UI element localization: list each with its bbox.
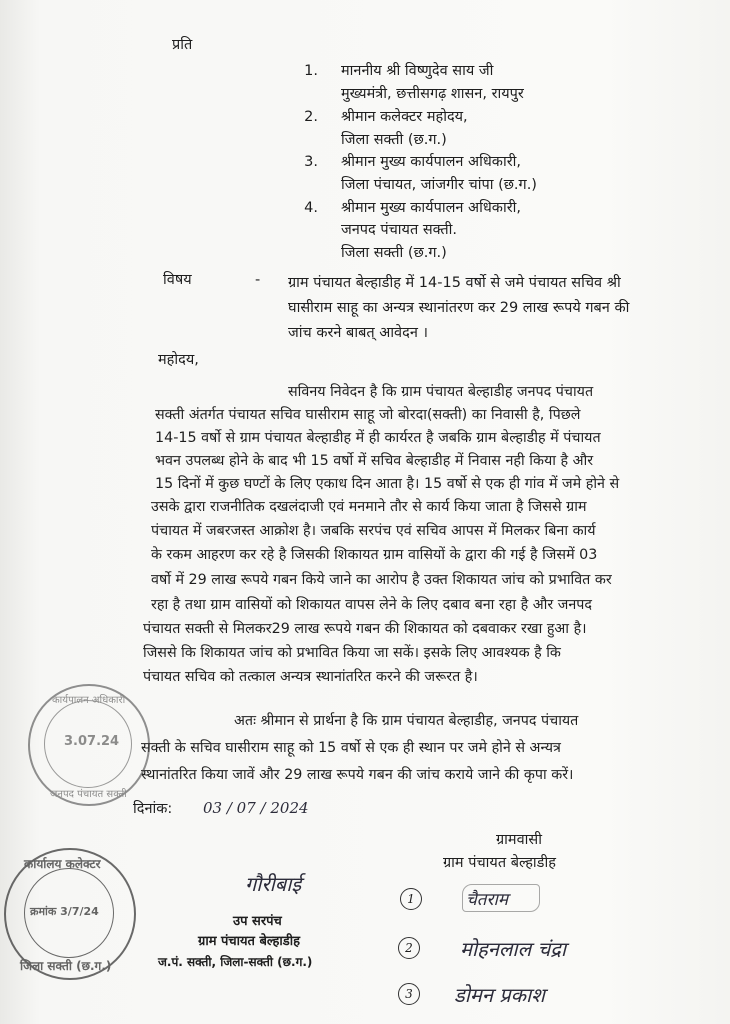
ceo-stamp-bottom: जनपद पंचायत सक्ती bbox=[50, 789, 127, 800]
salutation-to: प्रति bbox=[172, 37, 193, 53]
para1-line-5: 15 दिनों में कुछ घण्टों के लिए एकाध दिन आता है। 15 वर्षो से एक ही गांव में जमे होने से bbox=[155, 476, 620, 492]
para2-line-3: स्थानांतरित किया जावें और 29 लाख रूपये गबन की जांच कराये जाने की कृपा करें। bbox=[141, 767, 574, 783]
subject-dash: - bbox=[255, 272, 261, 288]
collector-office-stamp bbox=[4, 848, 136, 980]
para2-line-1: अतः श्रीमान से प्रार्थना है कि ग्राम पंचायत बेल्हाडीह, जनपद पंचायत bbox=[234, 713, 579, 729]
deputy-signature: गौरीबाई bbox=[245, 872, 302, 896]
para1-line-3: 14-15 वर्षो से ग्राम पंचायत बेल्हाडीह में ही कार्यरत है जबकि ग्राम बेल्हाडीह में पंचायत bbox=[155, 430, 601, 446]
ceo-stamp-top: कार्यपालन अधिकारी bbox=[52, 695, 126, 706]
deputy-title: उप सरपंच bbox=[233, 914, 282, 929]
signature-3-name: डोमन प्रकाश bbox=[454, 983, 545, 1007]
para1-line-11: पंचायत सक्ती से मिलकर29 लाख रूपये गबन की शिकायत को दबवाकर रखा हुआ है। bbox=[143, 621, 587, 637]
para2-line-2: सक्ती के सचिव घासीराम साहू को 15 वर्षो से एक ही स्थान पर जमे होने से अन्यत्र bbox=[141, 740, 561, 756]
collector-stamp-mid: क्रमांक 3/7/24 bbox=[30, 905, 99, 918]
para1-line-2: सक्ती अंतर्गत पंचायत सचिव घासीराम साहू जो बोरदा(सक्ती) का निवासी है, पिछले bbox=[155, 407, 581, 423]
recipient-3-num: 3. bbox=[304, 154, 318, 170]
recipient-4-line2: जनपद पंचायत सक्ती. bbox=[341, 222, 458, 238]
para1-line-6: उसके द्वारा राजनीतिक दखलंदाजी एवं मनमाने तौर से कार्य किया जाता है जिससे ग्राम bbox=[151, 499, 587, 515]
para1-line-4: भवन उपलब्ध होने के बाद भी 15 वर्षो में सचिव बेल्हाडीह में निवास नही किया है और bbox=[155, 453, 594, 469]
para1-line-12: जिससे कि शिकायत जांच को प्रभावित किया जा सकें। इसके लिए आवश्यक है कि bbox=[143, 645, 561, 661]
collector-stamp-top: कार्यालय कलेक्टर bbox=[24, 857, 101, 871]
para1-line-1: सविनय निवेदन है कि ग्राम पंचायत बेल्हाडीह जनपद पंचायत bbox=[288, 384, 594, 400]
recipient-1-num: 1. bbox=[304, 63, 318, 79]
sender-line-2: ग्राम पंचायत बेल्हाडीह bbox=[443, 855, 556, 871]
signature-3-num: 3 bbox=[398, 983, 420, 1005]
para1-line-9: वर्षो में 29 लाख रूपये गबन किये जाने का आरोप है उक्त शिकायत जांच को प्रभावित कर bbox=[151, 572, 612, 588]
ceo-stamp-mid: 3.07.24 bbox=[64, 734, 120, 749]
recipient-4-line3: जिला सक्ती (छ.ग.) bbox=[341, 245, 447, 261]
recipient-4-num: 4. bbox=[304, 200, 318, 216]
recipient-2-line1: श्रीमान कलेक्टर महोदय, bbox=[341, 109, 468, 125]
recipient-1-line2: मुख्यमंत्री, छत्तीसगढ़ शासन, रायपुर bbox=[341, 86, 524, 102]
subject-label: विषय bbox=[163, 272, 192, 288]
sender-line-1: ग्रामवासी bbox=[496, 832, 542, 848]
recipient-2-line2: जिला सक्ती (छ.ग.) bbox=[341, 132, 447, 148]
subject-line-1: ग्राम पंचायत बेल्हाडीह में 14-15 वर्षो से जमे पंचायत सचिव श्री bbox=[288, 275, 621, 291]
greeting: महोदय, bbox=[158, 352, 199, 368]
signature-2-num: 2 bbox=[398, 937, 420, 959]
deputy-address: ज.पं. सक्ती, जिला-सक्ती (छ.ग.) bbox=[158, 955, 313, 969]
signature-1-num: 1 bbox=[400, 888, 422, 910]
recipient-4-line1: श्रीमान मुख्य कार्यपालन अधिकारी, bbox=[341, 200, 521, 216]
date-label: दिनांक: bbox=[133, 801, 173, 817]
para1-line-8: के रकम आहरण कर रहे है जिसकी शिकायत ग्राम वासियों के द्वारा की गई है जिसमें 03 bbox=[151, 547, 598, 563]
recipient-1-line1: माननीय श्री विष्णुदेव साय जी bbox=[341, 63, 494, 79]
subject-line-3: जांच करने बाबत् आवेदन । bbox=[288, 325, 428, 341]
recipient-2-num: 2. bbox=[304, 109, 318, 125]
subject-line-2: घासीराम साहू का अन्यत्र स्थानांतरण कर 29 लाख रूपये गबन की bbox=[288, 300, 630, 316]
recipient-3-line2: जिला पंचायत, जांजगीर चांपा (छ.ग.) bbox=[341, 177, 537, 193]
para1-line-10: रहा है तथा ग्राम वासियों को शिकायत वापस लेने के लिए दबाव बना रहा है और जनपद bbox=[151, 597, 593, 613]
signature-1-name: चैतराम bbox=[466, 890, 509, 910]
para1-line-13: पंचायत सचिव को तत्काल अन्यत्र स्थानांतरित करने की जरूरत है। bbox=[143, 669, 478, 685]
signature-1-flourish bbox=[462, 884, 540, 912]
deputy-panchayat: ग्राम पंचायत बेल्हाडीह bbox=[198, 934, 301, 949]
collector-stamp-bottom: जिला सक्ती (छ.ग.) bbox=[20, 959, 112, 973]
date-value: 03 / 07 / 2024 bbox=[203, 799, 309, 817]
signature-2-name: मोहनलाल चंद्रा bbox=[460, 937, 567, 961]
ceo-round-stamp bbox=[28, 684, 150, 806]
recipient-3-line1: श्रीमान मुख्य कार्यपालन अधिकारी, bbox=[341, 154, 521, 170]
para1-line-7: पंचायत में जबरजस्त आक्रोश है। जबकि सरपंच एवं सचिव आपस में मिलकर बिना कार्य bbox=[151, 523, 596, 539]
